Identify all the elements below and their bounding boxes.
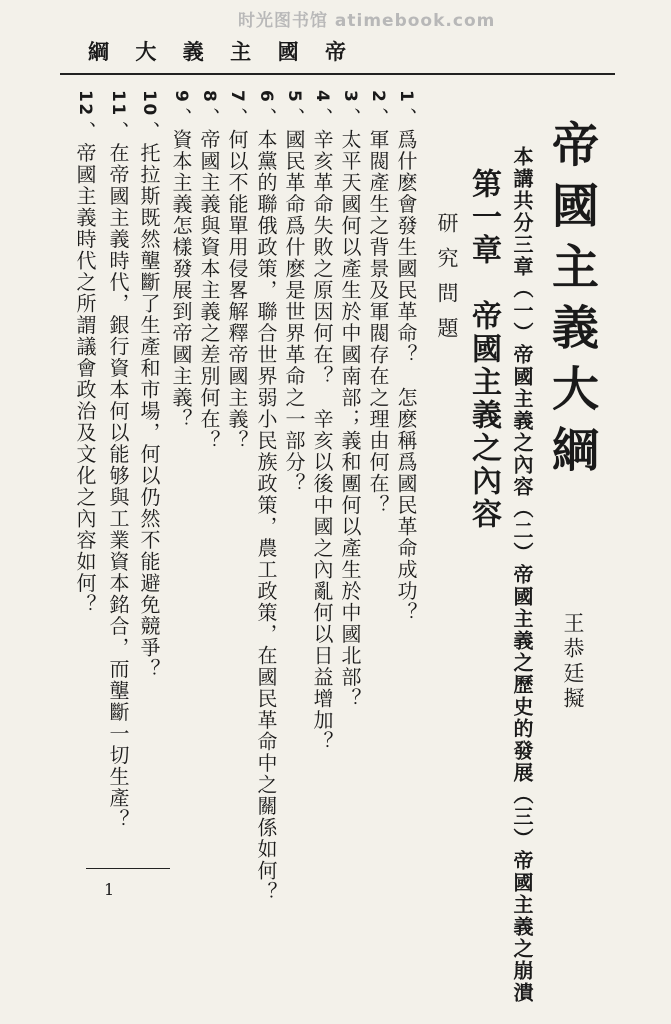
question-item [139, 90, 159, 680]
question-number: 6 [256, 90, 276, 104]
question-item [284, 90, 304, 494]
question-text: 、國民革命爲什麽是世界革命之一部分？ [282, 107, 306, 495]
running-head-char: 國 [277, 39, 311, 64]
question-text: 、帝國主義時代之所謂議會政治及文化之內容如何？ [73, 120, 97, 616]
question-text: 、本黨的聯俄政策，聯合世界弱小民族政策，農工政策，在國民革命中之關係如何？ [254, 107, 278, 903]
question-number: 9 [171, 90, 191, 104]
running-head [88, 36, 358, 66]
question-item [108, 90, 128, 830]
running-head-char: 義 [182, 39, 216, 64]
intro-text: 本講共分三章（一）帝國主義之內容（二）帝國主義之歷史的發展（三）帝國主義之崩潰 [510, 146, 534, 1004]
question-number: 5 [284, 90, 304, 104]
question-number: 11 [108, 90, 128, 117]
header-rule [60, 73, 615, 75]
author-name: 王恭廷擬 [561, 612, 585, 712]
question-number: 8 [199, 90, 219, 104]
question-item [199, 90, 219, 451]
question-item [171, 90, 191, 430]
question-number: 7 [227, 90, 247, 104]
question-text: 、托拉斯既然壟斷了生產和市場，何以仍然不能避免競爭？ [137, 120, 161, 680]
question-number: 4 [312, 90, 332, 104]
question-item [340, 90, 360, 709]
running-head-char: 綱 [88, 39, 121, 64]
running-head-char: 大 [135, 39, 169, 64]
question-text: 、爲什麽會發生國民革命？ 怎麽稱爲國民革命成功？ [394, 107, 418, 624]
page-number: 1 [104, 880, 115, 899]
question-number: 1 [396, 90, 416, 104]
question-number: 2 [368, 90, 388, 104]
question-number: 3 [340, 90, 360, 104]
chapter-heading: 第一章 帝國主義之內容 [466, 168, 501, 531]
question-item [368, 90, 388, 516]
question-text: 、在帝國主義時代，銀行資本何以能够與工業資本銘合，而壟斷一切生產？ [106, 120, 130, 831]
footer-rule [86, 868, 170, 869]
question-item [227, 90, 247, 451]
section-subhead: 研究問題 [435, 212, 459, 352]
question-item [312, 90, 332, 752]
question-item [256, 90, 276, 903]
question-item [396, 90, 416, 623]
question-text: 、辛亥革命失敗之原因何在？ 辛亥以後中國之內亂何以日益增加？ [310, 107, 334, 753]
watermark: 时光图书馆 atimebook.com [238, 11, 496, 31]
running-head-char: 主 [230, 39, 264, 64]
question-text: 、帝國主義與資本主義之差別何在？ [197, 107, 221, 452]
question-text: 、何以不能單用侵畧解釋帝國主義？ [225, 107, 249, 452]
page-title: 帝國主義大綱 [544, 120, 599, 486]
question-item [75, 90, 95, 615]
question-text: 、太平天國何以產生於中國南部；義和團何以產生於中國北部？ [338, 107, 362, 710]
question-text: 、軍閥產生之背景及軍閥存在之理由何在？ [366, 107, 390, 516]
question-text: 、資本主義怎樣發展到帝國主義？ [169, 107, 193, 430]
question-number: 10 [139, 90, 159, 117]
running-head-char: 帝 [324, 39, 358, 64]
question-number: 12 [75, 90, 95, 117]
